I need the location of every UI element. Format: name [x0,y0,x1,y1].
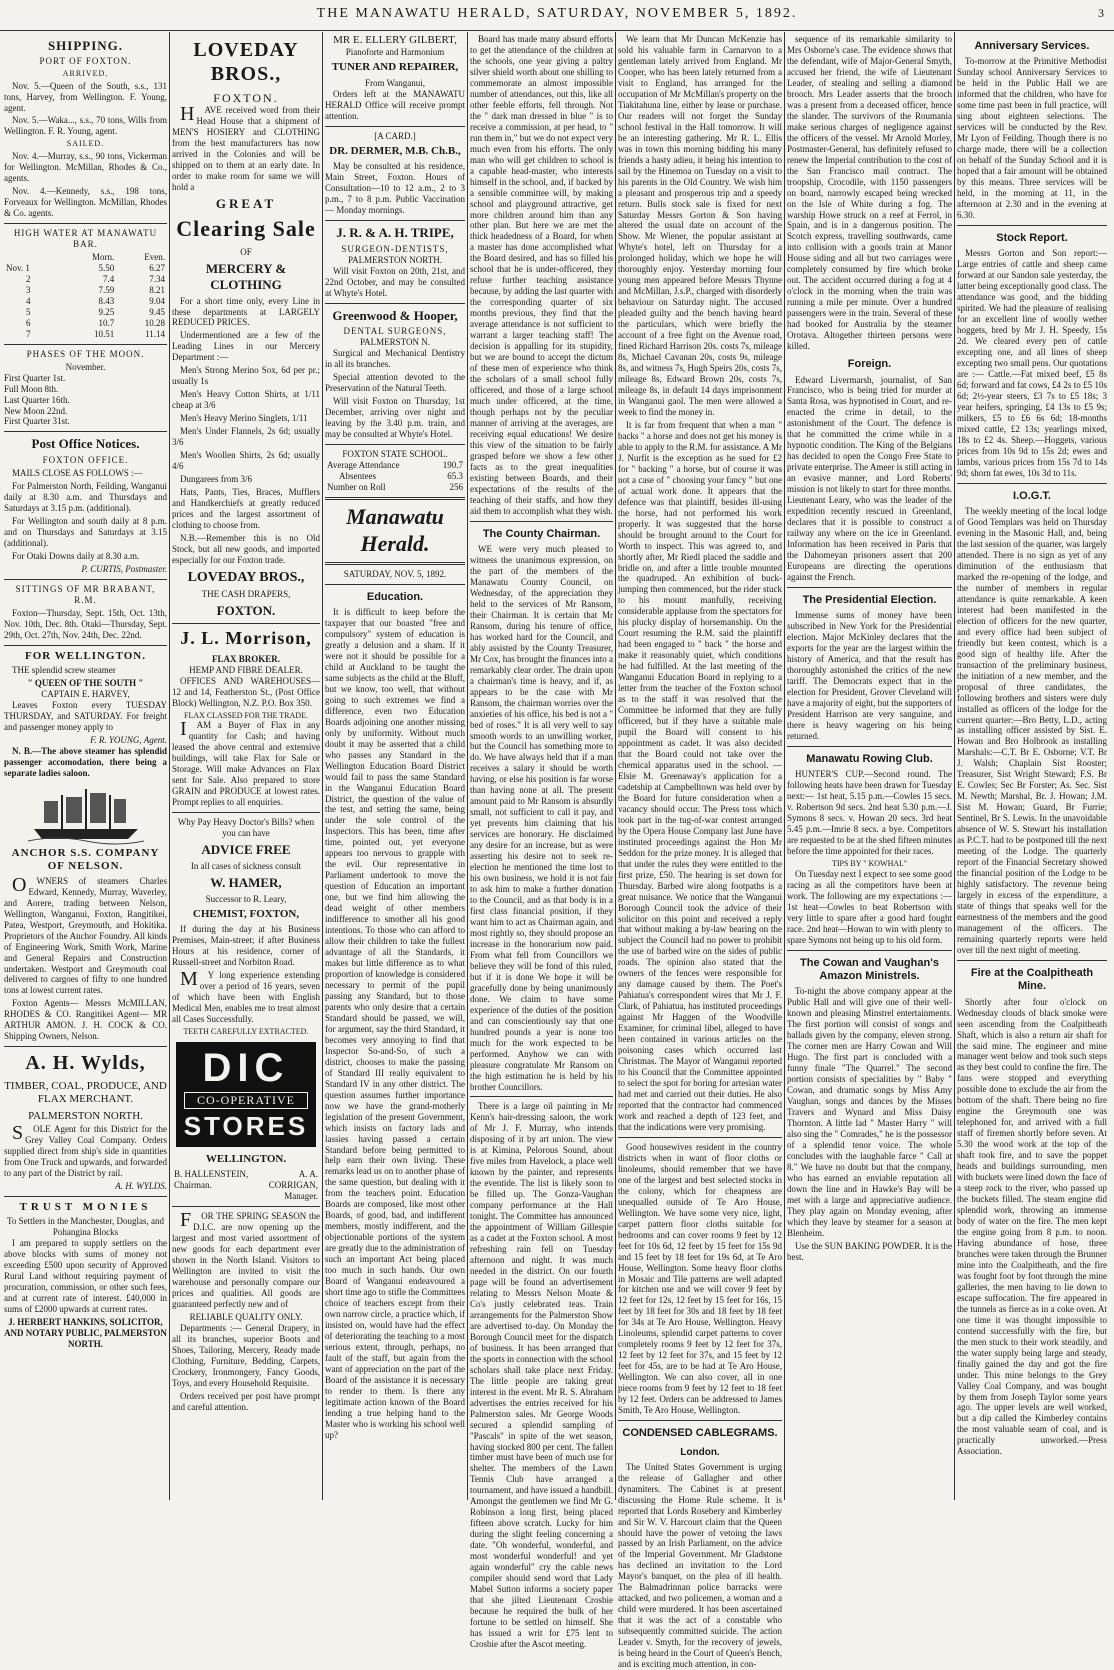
anniversary-text: To-morrow at the Primitive Methodist Sunday school Anniversary Services to be held in the Public Hall we are informed that the children, who have for some time past been in full practice, will sing about eighteen selections. The services will be conducted by the Rev. Mr Lyon of Feilding. Though there is no charge made, there will be a collection on behalf of the Sunday School and it is hoped that a fair amount will be obtained by this means. Three services will be held, in the morning at 11, in the afternoon at 2.30 and in the evening at 6.30. [957,56,1107,220]
tide-row: Nov. 1 5.50 6.27 [6,262,165,273]
column-rule [322,32,323,1500]
column-rule [169,32,170,1500]
sale-line: Men's Strong Merino Sox, 6d per pr.; usually 1s [172,365,320,387]
school-row: Number on Roll 256 [327,482,463,493]
or-label: OF [240,246,252,257]
county-chairman-heading: The County Chairman. [482,527,601,540]
special-text: Special attention devoted to the Preservation of the Natural Teeth. [325,372,465,394]
wylds-sig: A. H. WYLDS. [115,1180,167,1191]
cables-heading: CONDENSED CABLEGRAMS. [622,1427,778,1440]
county-chairman-text: WE were very much pleased to witness the unanimous expression, on the part of the members of the Manawatu County Council, on Wednesday, of the appreciation they held to the services of Mr Ransom, their Chairman. It is certain that Mr Ransom, during his tenure of office, has worked hard for the Council, and ably assisted by the County Treasurer, Mr Cox, has brought the finances into a remarkably clear order. The drain upon a chairman's time is heavy, and if, as appears to be the case with Mr Ransom, the chairman worries over the anxieties of his office, his bed is not a " bed of roses." It is all very well to say smooth words to an unwilling worker, but the Council has something more to do. We have always held that if a man receives a salary it should be worth having, or else his position is far worse than having none at all. The present amount paid to Mr Ransom is absurdly small, not sufficient to call it pay, and yet prevents him claiming that his services are honorary. He disclaimed any desire for an increase, but as were asserting his desire not to seek re-election he mentioned the time lost to his own business, we hold it is not fair to ask him to make a further donation to the Council, and as that body is in a first class financial position, if they want him to act as Chairman again, and most rightly so, they should propose an increase in the honorarium now paid. From what fell from Councillors we believe they will be fond of this ruled, but if it is done We hope it will be gracefully done by being unanimously done. We claim to have some experience of the duties of the position and can conscientiously say that one hundred pounds a year is none too much for the work expected to be performed. Anyhow we can with pleasure congratulate Mr Ransom on the high estimation he is held by his brother Councillors. [470,544,613,1092]
presidential-text: Immense sums of money have been subscribed in New York for the Presidential election. Major McKinley declares that the exports for the year are the largest within the history of America, and that the result has thoroughly astonished the critics of the new tariff. The Democrats expect that in the election for President, Grover Cleveland will have a majority of eight, but the supporters of President Harrison are very sanguine, and there is heavy wagering on his being returned. [787,610,952,741]
local-news: It is far from frequent that when a man " backs " a horse and does not get his money is able to apply to the R.M. for assistance. A Mr J. Nurfit is the exception as he sued for £2 for " backing " a horse, but of course it was not a case of " choosing your fancy " but one of actual work done. It appears that the defence was that plaintiff, besides ill-using the horse, had not performed his work properly. It was suggested that the horse should be brought around to the Court for Worth to inspect. This was agreed to, and shortly after, Mr Riedl placed the saddle and bridle on, and after a little trouble mounted the quadruped. An exhibition of buck-jumping then commenced, but the rider stuck to his mount manfully, receiving considerable applause from the spectators for his plucky display of horsemanship. On the Court resuming the R.M. said the plaintiff had been engaged to " back " the horse and make it reasonably quiet, which conditions he had fulfilled. At the last meeting of the Wanganui Education Board in replying to a letter from the teacher of the Foxton school as to the staff it was resolved that the Committee be informed that they are fully officered, but if they have a suitable male pupil the Board will consent to his appointment as cadet. It was also decided that the Board could not take over the chemical apparatus used in the school. —Elsie M. Greenaway's application for a cadetship at Campbelltown was held over by the Board for future consideration when a vacancy should occur. The Press toss which took part in the tug-of-war contest arranged by the Opera House Company last June have instituted proceedings against the Hon Mr Seddon for the prize money. It is alleged that that under the rules they were entitled to the first prize, £50. The hearing is set down for Thursday. Barbed wire along footpaths is a great nuisance. We notice that the Wanganui Borough Council took the advice of their solicitor on this point and received a reply that without making a by-law bearing on the subject the Council had no power to prohibit the use of barbed wire on the sides of public roads. The opinion also stated that the owners of the fences were responsible for any damage caused by them. The Poet's Pahiatua's correspondent wires that Mr J. F. Clark, of Pahiatua, has instituted proceedings against Mr Haggen of the Woodville Examiner, for criminal libel, alleged to have been contained in various articles on the poisoning cases which occurred last Christmas. The Mayor of Wanganui reported to his Council that the Committee appointed to select the spot for boring for artesian water had met and carried out their duties. He also reported that the contractor had commenced work and reached a depth of 123 feet, and that the indications were very promising. [618,419,782,1132]
chemist-label: CHEMIST, FOXTON, [192,907,300,920]
tide-row: 2 7.4 7.34 [26,273,165,284]
port-heading: PORT OF FOXTON. [39,55,132,66]
steamer-note: N. B.—The above steamer has splendid passenger accomodation, there being a separate ladies saloon. [4,746,167,778]
nb-text: N.B.—Remember this is no Old Stock, but all new goods, and imported especially for our Foxton trade. [172,532,320,565]
arrival-item: Nov. 5.—Waka..., s.s., 70 tons, Wills from Wellington. F. R. Young, agent. [4,115,167,137]
surg-text: Surgical and Mechanical Dentistry in all its branches. [325,348,465,370]
moon-month: November. [65,361,106,372]
dic-logo-stores: STORES [183,1111,309,1142]
education-continued: Board has made many absurd efforts to get the attendance of the children at the schools, one year giving a paltry silver shield worth about one shilling to commemorate an almost impossible number of attendances, out this, like all other feeble efforts, fell through. Not the " dark man dressed in blue " is to receive a commission, at per head, to " run them in," but we do not expect very much even from his efforts. The only man who will get children to school is a capable head-master, who interests himself in the school, and, if backed by a sensible committee will, by making school and playground attractive, get more children around him than any other plan. But here we are met the thick headedness of a Board, for when a master has done accomplished what the Board desired, and has so filled his school that he is under-officered, they refuse further teaching assistance because, by adding the last quarter with the corresponding quarter of six months previous, they find that the average attendance is not sufficient to warrant a larger teaching staff! The decision is appalling for its stupidity, but we are bound to accept the dictum of these men of experience who think the scholars of a small school fully officered, and those of a large school much under officered, at the time, though perhaps not by the peculiar manner of arriving at the averages, are receiving equal educations! We desire this view of the situation to be fairly grasped before we show a few other facts as to the great inequalities existing between Boards, and their expectations of the results of the teaching of their staffs, and how they aid them to accomplish what they wish. [470,34,613,516]
dic-departments: Departments :— General Drapery, in all its branches, superior Boots and Shoes, Tailoring, Mercery, Ready made Clothing, Furniture, Bedding, Carpets, Crockery, Ironmongery, Fancy Goods, Toys, and every Household Requisite. [172,1322,320,1388]
fire-heading: Fire at the Coalpitheath Mine. [970,966,1094,993]
masthead-title: THE MANAWATU HERALD, SATURDAY, NOVEMBER 5, 1892. [316,6,798,21]
flax-text: IAM a Buyer of Flax in any quantity for Cash; and having leased the above central and extensive buildings, will take Flax for Sale or Storage. Will make Advances on Flax sent for Sale. Also prepared to store GRAIN and PRODUCE at lowest rates. Prompt replies to all enquiries. [172,718,320,808]
tide-row: 6 10.7 10.28 [26,317,165,328]
captain: CAPTAIN E. HARVEY, [41,689,130,700]
hamer-sub: Successor to R. Leary, [205,893,287,904]
foreign-text: Edward Livermarsh, journalist, of San Francisco, who is being tried for murder at Santa Rosa, was hypnotised in Court, and re-enacted the crime in detail, to the astonishment of the Court. The defence is that he committed the crime while in a hypnotic condition. The King of the Belgians has decided to open the Congo Free State to private enterprise. The Ameer is still acting in an evasive manner, and Lord Roberts' mission is not likely to start for three months. Lieutenant Leary, who was the leader of the expedition recently rescued in Greenland, declares that it is possible to construct a railway any where on the ice in Greenland. Information has been received in Paris that the Dahomeyan prisoners assert that 200 Europeans are directing the operations against the French. [787,374,952,582]
baking-powder-note: Use the SUN BAKING POWDER. It is the best. [787,1240,952,1262]
high-water-heading: HIGH WATER AT MANAWATU BAR. [13,227,158,249]
hemp-dealer: HEMP AND FIBRE DEALER. [189,664,303,675]
issue-date: SATURDAY, NOV. 5, 1892. [343,568,447,579]
trust-sig: J. HERBERT HANKINS, SOLICITOR, AND NOTARY PUBLIC, PALMERSTON NORTH. [4,1316,167,1349]
anniversary-heading: Anniversary Services. [974,40,1090,52]
local-news: There is a large oil painting in Mr Kenn's hair-dressing saloon, the work of Mr J. F. Murray, who intends disposing of it by art union. The view is at Kimina, Pelorous Sound, about five miles from Havelock, a place well known by the painter, and represents the eventide. The list is likely soon to be filled up. The Gonza-Vaughan company performance at the Hall tonight. The Committee has announced the appointment of William Gillespie as a cadet at the Foxton school. A most refreshing rain fell on Tuesday afternoon and night. It was much needed in the district. On our fourth page will be found an advertisement relating to Messrs Nelson Moate & Co's justly celebrated teas. Train arrangements for the Palmerston Show are advertised to-day. On Monday the Borough Council meet for the dispatch of business. It has been arranged that the sports in connection with the school scholars shall take place next Friday. The little people are taking great interest in the event. Mr R. S. Abraham advertises the entries received for his Palmerston sales. Mr George Woods secured a splendid sampling of "Pascals" in spite of the wet season, having stocked 800 per cent. The fallen timber must have been of much use for shelter. The members of the Lawn Tennis Club have arranged a tournament, and have issued a handbill. Amongst the gentlemen we find Mr G. Robinson a long first, being placed fifteen above scratch. Lucky for him during the slight feeling concerning a date. "Oh wonderful, wonderful, and most wonderful wonderful! and yet again wonderful" cry the cable news compiler should send word that Lady Mabel Sutton informs a society paper that she jilted Lieutenant Crosbie because he required the bulk of her fortune to be settled on himself. She has issued a writ for £75 lent to Crosbie after the Ascot meeting. [470,1101,613,1649]
page-number: 3 [1098,6,1104,20]
tide-head: Even. [144,251,165,262]
wylds-town: PALMERSTON NORTH. [28,1110,143,1123]
column-rule [615,32,616,1500]
ship-illustration [26,783,146,843]
visit-text: Will visit Foxton on Thursday, 1st December, arriving over night and leaving by the 3.40 p.m. train, and may be consulted at Whyte's Hotel. [325,396,465,440]
column-3 [325,34,465,1499]
sale-line: Men's Woollen Shirts, 2s 6d; usually 4/6 [172,450,320,472]
undermentioned: Undermentioned are a few of the Leading Lines in our Mercery Department :— [172,330,320,363]
wellington-heading: FOR WELLINGTON. [25,649,146,662]
education-text: It is difficult to keep before the taxpayer that our boasted "free and compulsory" system of education is greatly a delusion and a sham. If it were not it should be possible for a child at Auckland to be taught the same subjects as the child at the Bluff, but we know, too well, that without going to such extremes we find a difference, even two Education Boards adjoining one another missing only by uniformity. Without much doubt it may be asserted that a child who passes any Standard in the Wellington Education Board District would fail to pass the same Standard in the Wanganui Education Board District, the question of the value of the test, and setting the same, being under the sole control of the Inspectors. This has been, time after time, pointed out, yet everyone appears too nervous to grapple with the evil. Our representative in Parliament undertook to move the question of Education an important one, but we find him allowing the dead weight of other members indifference to smother all his good intentions. To those who can afford to allow their children to take the fullest advantage of all the Standards, it makes but little difference as to what proportion of knowledge is considered necessary to permit of the pupil passing any Standard, but to those parents who only desire that a certain Standard should be passed, we will, for argument, say the third Standard, it becomes very annoying to find that Inspector So-and-So, of such a district, chooses to make the passing of Standard III really equivalent to Standard IV in any other district. The question assumes further importance now we have the grand-motherly legislation of the present Government, which insists on factory lads and lassies having passed a certain Standard before being permitted to help earn their own living. These remarks lead us on to another phase of the same question, but dealing with it from the teachers point. Education Boards are composed, like most other Boards, of good, bad, and indifferent members, mostly indifferent, and the objectionable portions of the system are greatly due to the administration of such an important Act being placed too much in such hands. Our own Board of Wanganui endeavoured a short time ago to stifle the Committees choice of teachers except from their own narrow circle, a practice which, if insisted on, would have had the effect of deteriorating the teaching to a most serious extent, through, perhaps, no fault of the staff, but again from the want of appreciation on the part of the Board of the assistance it is necessary to render to them. Is there any legitimate action known of the Board lending a true helping hand to the Master who is working his school well up? [325,607,465,1440]
column-6 [787,34,952,1499]
teeth-extracted: TEETH CAREFULLY EXTRACTED. [183,1026,309,1036]
column-7 [957,34,1107,1499]
trust-heading: TRUST MONIES [19,1200,152,1213]
flax-classed: FLAX CLASSED FOR THE TRADE. [184,710,308,720]
trust-text: I am prepared to supply settlers on the above blocks with sums of money not exceeding £500 upon security of Approved Rural Land without requiring payment of procuration, commission, or other such fees, and at current rate of interest. £40,000 in sums of £2000 upwards at current rates. [4,1238,167,1314]
sale-text: For a short time only, every Line in these departments at LARGELY REDUCED PRICES. [172,295,320,328]
column-5 [618,34,783,1670]
education-heading: Education. [366,590,424,603]
moon-phase: First Quarter 31st. [4,416,70,427]
dic-logo-cooperative: CO-OPERATIVE [184,1092,308,1109]
hamer-name: W. HAMER, [210,874,282,890]
moon-phase: New Moon 22nd. [4,405,68,416]
masthead [0,0,1114,31]
column-rule [954,32,955,1500]
dic-logo-letters: DIC [202,1046,290,1091]
wylds-text: SOLE Agent for this District for the Grey Valley Coal Company. Orders supplied direct from ship's side in quantities from One Truck and upwards, and forwarded to any part of the District by rail. [4,1121,167,1178]
moon-heading: PHASES OF THE MOON. [26,348,145,359]
sale-line: Men's Heavy Cotton Shirts, at 1/11 cheap at 3/6 [172,389,320,411]
court-heading: SITTINGS OF MR BRABANT, R.M. [15,584,156,605]
moon-phase: Last Quarter 16th. [4,394,70,405]
loveday-title: LOVEDAY BROS., [193,39,299,86]
wylds-name: A. H. Wylds, [25,1052,146,1075]
tips-text: On Tuesday next I expect to see some good racing as all the competitors have been at work. The following are my expectations :— 1st heat—Cowles to beat Robertson with very little to spare after a good hard fought race. 2nd heat—Howan to win with plenty to spare Symons not being up to his old form. [787,868,952,945]
cowan-text: To-night the above company appear at the Public Hall and will give one of their well-known and pleasing Minstrel entertainments. The first portion will consist of songs and ballads given by the company, eleven strong. The corner men are Harry Cowan and Will Hugo. The first part is concluded with a funny finale "The Quarrel." The second portion consists of specialities by " Baby " Cowan, and dramatic songs by Miss Amy Vaughan, songs and dances by the Misses Travers and Wynard and Miss Daisy Thornton. A little lad " Master Harry " will also sing the " Comrades," he is the possessor of a splendid tenor voice. The whole concludes with the laughable farce " Call at 8." We have no doubt but that the company, who has earned an enviable reputation all down the line and in Hawke's Bay will be met with a large and appreciative audience. They play again on Monday evening, after which they leave by steamer for a season at Blenheim. [787,986,952,1238]
column-2 [172,34,320,1499]
column-1 [4,34,167,1499]
dental-label: DENTAL SURGEONS, [343,326,447,337]
dermer-text: May be consulted at his residence, Main Street, Foxton. Hours of Consultation—10 to 12 a.m., 2 to 3 p.m., 7 to 8 p.m. Public Vaccination — Monday mornings. [325,161,465,215]
sale-line: Men's Under Flannels, 2s 6d; usually 3/6 [172,426,320,448]
palm-label: PALMERSTON NORTH. [348,254,442,265]
sale-line: Men's Heavy Merino Singlets, 1/11 [180,413,308,424]
steamer-intro: THE splendid screw steamer [12,665,116,676]
steamer-agent: F. R. YOUNG, Agent. [90,735,167,746]
post-office-heading: Post Office Notices. [31,436,140,452]
offices: OFFICES AND WAREHOUSES— 12 and 14, Featherston St., (Post Office Block) Wellington, N.Z. P.O. Box 350. [172,675,320,708]
doctor-question: Why Pay Heavy Doctor's Bills? when you can have [177,817,315,838]
advice-text: In all cases of sickness consult [190,860,302,871]
loveday-sig3: FOXTON. [216,602,276,618]
shipping-heading: SHIPPING. [47,38,124,53]
te-aro-advert: Good housewives resident in the country districts when in want of floor cloths or linoleums, should remember that we have one of the largest and best selected stocks in the colony, which for cheapness are unequalled outside of Te Aro House, Wellington. We have some very nice, light, carpet pattern floor cloths suitable for bedrooms and can cover rooms 9 feet by 12 feet for 10s 6d, 12 feet by 15 feet for 15s 9d and 15 feet by 18 feet for 19s 6d, at Te Aro House, Wellington. Some heavy floor cloths in Mosaic and Tile patterns are well adapted for kitchen use and we will cover 9 feet by 12 feet for 12s, 12 feet by 15 feet for 16s, 15 feet by 18 feet for 30s and 18 feet by 18 feet for 34s at Te Aro House, Wellington. Heavy Linoleums, splendid carpet patterns to cover completely rooms 9 feet by 12 feet for 37s, 12 feet by 12 feet for 37s, and 15 feet by 12 feet for 45s, are to be had at Te Aro House, Wellington. We can also cover, all in one piece rooms from 9 feet by 12 feet to 18 feet by 12 feet. Orders can be addressed to James Smith, Te Aro House, Wellington. [618,1141,782,1416]
foreign-heading: Foreign. [847,358,892,371]
steamer-name: " QUEEN OF THE SOUTH " [27,678,144,689]
loveday-intro: HAVE received word from their Head House that a shipment of MEN'S HOSIERY and CLOTHING from the best manufacturers has now arrived in the Colonies and will be shipped on to them at an early date. In order to make room for same we will hold a [172,103,320,193]
london-heading: London. [680,1446,720,1458]
dic-orders: Orders received per post have prompt and careful attention. [172,1390,320,1412]
reliable-quality: RELIABLE QUALITY ONLY. [189,1311,303,1322]
card-label: [A CARD.] [374,130,416,141]
moon-phase: Full Moon 8th. [4,383,59,394]
trust-sub: To Settlers in the Manchester, Douglas, and Pohangina Blocks [7,1216,164,1238]
post-text: MAILS CLOSE AS FOLLOWS :— [12,468,143,479]
arrival-item: Nov. 5.—Queen of the South, s.s., 131 tons, Harvey, from Wellington. F. Young, agent. [4,80,167,113]
post-text: For Palmerston North, Feilding, Wanganui daily at 8.30 a.m. and Thursdays and Saturdays at 3.15 p.m. (additional). [4,481,167,514]
cowan-heading: The Cowan and Vaughan's Amazon Ministrels. [800,956,939,983]
tide-row: 7 10.51 11.14 [26,328,165,339]
post-text: For Wellington and south daily at 8 p.m. and on Thursdays and Saturdays at 3.15 (additional). [4,516,167,549]
sale-line: Hats, Pants, Ties, Braces, Mufflers and Handkerchiefs at greatly reduced prices and the largest assortment of clothing to choose from. [172,487,320,530]
iogt-text: The weekly meeting of the local lodge of Good Templars was held on Thursday evening in the Masonic Hall, and, being the last session of the quarter, was largely attended. There is no sign as yet of any diminution of the enthusiasm that marked the re-opening of the lodge, and the number of members in regular attendance is quite remarkable. A keen interest had been manifested in the election of officers for the new quarter, and every office had been subject of friendly but keen contest, which is a good sign of healthy life. After the transaction of the preliminary business, the initiation of a new member, and the proposal of three candidates, the following brothers and sisters were duly installed as officers of the lodge for the current quarter:—Bro Betty, L.D., acting as installing officer assisted by Sist. E. Howan and Bro Holbrook as installing Marshals:—C.T. Br E. Osborne; V.T. Br J. Walsh; Chaplain Sist Rooster; Treasurer, Sist Wright Steward; F.S. Br E. Cowles; Sec Br Forster; As. Sec. Sist M. Newth; Marshal, Br. J. Howan; J.M. Sist M. Howan; Guard, Br Furrie; Sentinel, Br S. Lewis. In the unavoidable absence of W. S. Stewart his installation as P.C.T. had to be postponed till the next meeting of the Lodge. The quarterly report of the Financial Secretary showed the financial position of the Lodge to be highly satisfactory. The revenue being largely in excess of the expenditure, a state of things that speaks well for the earnestness of the members and the good management of the officers. The remaining quarterly reports were held over till the next night of meeting. [957,506,1107,955]
column-4 [470,34,613,1649]
hamer-text: If during the day at his Business Premises, Main-street; if after Business Hours at his residence, corner of Russell-street and Norbiton Road. [172,924,320,967]
tide-row: 3 7.59 8.21 [26,284,165,295]
dic-officers [172,1169,320,1202]
post-text: For Otaki Downs daily at 8.30 a.m. [12,551,140,562]
dic-text: FOR THE SPRING SEASON the D.I.C. are now opening up the largest and most varied assortment of new goods for each department ever shown in the North Island. Visitors to Wellington are invited to visit the warehouse and personally compare our prices and qualities. All goods are guaranteed perfectly new and of [172,1209,320,1309]
gilbert-sub: Pianoforte and Harmonium [345,47,445,58]
gilbert-name: MR E. ELLERY GILBERT, [333,34,457,46]
fire-text: Shortly after four o'clock on Wednesday clouds of black smoke were seen ascending from the Coalpitheath Shaft, which is also a return air shaft for the said mine. The engineer and mine manager went below and took such steps as they best could to confine the fire. The fans were stopped and everything possible done to exclude the air from the bottom of the shaft. There being no fire engine the Greymouth one was telephoned for, and arrived with a full staff of firemen shortly before seven. At 5.30 the wood work at the top of the shaft took fire, and to save the poppet heads and buildings surrounding, men with buckets were lined down the face of a steep rock to the river, who passed up the buckets filled. The steam engine did splendid work, throwing an immense body of water on the fire. The men kept the engine going from 8 p.m. to noon. Having abundance of hose, three branches were taken through the Brunner mine into the Coalpitheath, and the fire was fought foot by foot through the mine galleries, the men having to lie down to escape suffocation. The fire appeared in the tunnels as fierce as in a coke oven. At one time it was thought impossible to contend successfully with the fire, but the men stuck to their work steadily, and the water supply being large and steady, finally gained the day and got the fire under. This mine belongs to the Grey Valley Coal Company, and was bought by them from Joseph Taylor some years ago. The upper levels are well worked, but a dip called the Kimberley contains the most valuable seam of coal, and is practically unworked.—Press Association. [957,996,1107,1457]
gilbert-from: From Wanganui, [364,77,426,88]
surgeon-label: SURGEON-DENTISTS, [341,243,449,254]
post-office-sub: FOXTON OFFICE. [42,455,129,466]
cables-continued: sequence of its remarkable similarity to Mrs Osborne's case. The evidence shows that the defendant, wife of Major-General Smyth, accused her friend, the wife of Lieutenant Leader, of stealing and selling a diamond brooch. Mrs Leader asserts that the brooch was a present from a deceased officer, hence the slander. The survivors of the Roumania make serious charges of negligence against the officers of the vessel. Mr Arnold Morley, Postmaster-General, has definitely refused to renew the Imperial contribution to the cost of the San Francisco mail contract. The troopship, Crocodile, with 1150 passengers on board, narrowly escaped being wrecked on the Isle of White during a fog. The warship Howe struck on a reef at Ferrol, in Spain, and is in a dangerous position. The Scotch express, travelling southwards, came into collision with a goods train at Manor House siding and all but two carriages were completely consumed by fire which broke out. The accident occurred during a fog at 4 o'clock in the morning when the train was running a mile per minute. Over a hundred passengers were in the train. Several of these had booked for Australia by the steamer Orotava. Altogether thirteen persons were killed. [787,34,952,352]
column-rule [784,32,785,1500]
sailing-item: Nov. 4.—Kennedy, s.s., 198 tons, Forveaux for Wellington. McMillan, Rhodes & Co. agents. [4,186,167,219]
school-row: Absentees 65.3 [339,471,463,482]
tide-head: Morn. [91,251,115,262]
school-row: Average Attendance 190.7 [327,460,463,471]
wylds-line: TIMBER, COAL, PRODUCE, AND FLAX MERCHANT. [4,1079,167,1106]
school-heading: FOXTON STATE SCHOOL. [342,449,448,460]
sailing-item: Nov. 4.—Murray, s.s., 90 tons, Vickerman for Wellington. McMillan, Rhodes & Co., agents. [4,151,167,184]
clearing-sale: Clearing Sale [176,216,316,242]
tide-row: 4 8.43 9.04 [26,295,165,306]
presidential-heading: The Presidential Election. [802,593,937,606]
dic-logo [176,1042,316,1146]
tuner-label: TUNER AND REPAIRER, [331,61,459,74]
greenwood-name: Greenwood & Hooper, [332,307,458,323]
morrison-name: J. L. Morrison, [180,627,312,648]
dic-wellington: WELLINGTON. [205,1152,287,1165]
loveday-town: FOXTON. [213,90,279,105]
loveday-sig2: THE CASH DRAPERS, [201,588,291,599]
iogt-heading: I.O.G.T. [1013,489,1051,502]
mercery-label: MERCERY & CLOTHING [205,260,287,292]
dic-chairman: B. HALLENSTEIN, Chairman. [174,1169,249,1191]
column-rule [467,32,468,1500]
school-table [325,460,465,493]
steamer-body: Leaves Foxton every TUESDAY THURSDAY, and SATURDAY. For freight and passenger money apply to [4,700,167,733]
hamer-exp: MY long experience extending over a period of 16 years, seven of which have been with English Medical Men, enables me to treat almost all Cases Successfully. [172,967,320,1024]
arrived-label: ARRIVED. [62,68,109,78]
palm2-label: PALMERSTON N. [359,337,431,348]
moon-phase: First Quarter 1st. [4,372,66,383]
masthead-gothic: Manawatu Herald. [346,504,444,556]
tide-row: 5 9.25 9.45 [26,306,165,317]
advice-free: ADVICE FREE [201,841,291,857]
tripe-name: J. R. & A. H. TRIPE, [336,224,454,240]
sailed-label: SAILED. [66,139,105,149]
tide-table [4,252,167,340]
flax-broker: FLAX BROKER. [211,653,280,664]
dermer-name: DR. DERMER, M.B. Ch.B., [329,144,461,157]
tripe-text: Will visit Foxton on 20th, 21st, and 22nd October, and may be consulted at Whyte's Hotel. [325,265,465,298]
sale-line: Dungarees from 3/6 [180,474,252,485]
dic-manager: A. A. CORRIGAN, Manager. [268,1169,318,1202]
cables-text: The United States Government is urging the release of Gallagher and other dynamiters. The Cabinet is at present discussing the Home Rule scheme. It is reported that Lords Rosebery and Kimberley and Sir W. V. Harcourt claim that the Queen should have the power of vetoing the laws passed by an Irish Parliament, on the advice of the Imperial Government. Mr Gladstone has declined an invitation to the Lord Mayor's banquet, on the plea of ill health. The Balmadrinnan police barracks were attacked, and two policemen, a woman and a child were murdered. It has been ascertained that it was the act of a constable who subsequently committed suicide. The action Leader v. Smyth, for the recovery of jewels, is being heard in the Court of Queen's Bench, and is exciting much attention, in con- [618,1461,782,1670]
anchor-heading: ANCHOR S.S. COMPANY OF NELSON. [11,846,160,873]
gilbert-text: Orders left at the MANAWATU HERALD Office will receive prompt attention. [325,88,465,121]
tips-heading: TIPS BY " KOWHAI." [831,859,908,869]
anchor-text: OWNERS of steamers Charles Edward, Kennedy, Murray, Waverley, and Aorere, trading between Nelson, Wellington, Wanganui, Foxton, Rangitikei, Patea, Westport, Greymouth, and Hokitika. Proprietors of the Anchor Foundry. All kinds of Engineering Work, Smith Work, Marine and General Repairs and Construction undertaken. Westport and Greymouth coal delivered to cargoes of fifty to one hundred tons at lowest current rates. [4,873,167,996]
anchor-agents: Foxton Agents— Messrs McMILLAN, RHODES & CO. Rangitikei Agent— MR ARTHUR AMON. J. H. COCK & CO. Shipping Owners, Nelson. [4,998,167,1042]
rowing-text: HUNTER'S CUP.—Second round. The following heats have been drawn for Tuesday next:— 1st heat, 5.15 p.m.—Cowles 15 secs. v. Robertson 9d secs. 2nd heat 5.30 p.m.—J. Symons 8 secs. v. Howan 20 secs. 3rd heat 5.45 p.m.—Imrie 8 secs. a bye. Competitors are requested to be at the shed fifteen minutes before the time appointed for their races. [787,769,952,857]
stock-text: Messrs Gorton and Son report:— Large entries of cattle and sheep came forward at our Sandon sale yesterday, the latter being exceptionally good class. The attendance was good, and the bidding spirited. We had the pleasure of realising for an excellent line of woolly wether hoggets, bred by Mr J. H. Speedy, 15s 2d. We cleared every pen of cattle excepting one, and all lines of sheep excepting two small pens. Our quotations are :— Cattle.—Fat mixed beef, £5 8s 6d; forward and fat cows, £4 2s to £5 10s 6d; 2½-year steers, £3 7s to £5 18s; 3 year heifers, springing, £4 13s to £5 9s; milkers, £5 to £6 6s 6d; 18-months mixed cattle, £2 13s; yearlings mixed, 18s to £2 4s. Sheep.—Hoggets, various prices from 10s 9d to 15s 2d; ewes and lambs, various prices from 15s 7d to 14s 9d; shorn fat ewes, 10s 3d to 11s. [957,248,1107,478]
rowing-heading: Manawatu Rowing Club. [806,752,933,765]
local-news: We learn that Mr Duncan McKenzie has sold his valuable farm in Carnarvon to a gentleman lately arrived from England. Mr Cooper, who has been lately returned from a visit to England, has arranged for the occupation of Mr McMillan's property on the Tiakitahuna line, either by lease or purchase. Our readers will not forget the Sunday school festival in the Hall tomorrow. It will be an interesting gathering. Mr R. L. Ellis was in town this morning bidding his many friends a hasty adieu, it being his intention to sail by the Hinemoa on Tuesday on a visit to his parents in the Old Country. We wish him a pleasant and prosperous trip and a speedy return. Bulls stock sale is fixed for next Saturday Messrs Gorton & Son having altered the usual date on account of the Show. Mr Wiener, the popular assistant at Whyte's hotel, left on Thursday for a prolonged holiday, which we hope he will thoroughly enjoy. Yesterday morning four young men appeared before Messrs Thynne and McMillan, J.s.P., charged with disorderly behaviour on Saturday night. The accused pleaded guilty and the bench having heard the particulars, which were briefly the account of a free fight on the Avenue road, fined Richard Harrison 20s. costs 7s, mileage 8s, Michael Cavanan 20s, costs 9s, mileage 8s, and witness 7s, Hugh Speirs 20s, costs 7s, mileage 8s, Edward Brown 20s, costs 7s, mileage 8s, in default 14 days imprisonment in Wanganui gaol. The men were allowed a week to find the money in. [618,34,783,417]
post-signature: P. CURTIS, Postmaster. [81,564,167,575]
great-label: GREAT [215,196,277,212]
court-text: Foxton—Thursday, Sept. 15th, Oct. 13th, Nov. 10th, Dec. 8th. Otaki—Thursday, Sept. 29th, Oct. 27th, Nov. 24th, Dec. 22nd. [4,607,167,640]
loveday-sig: LOVEDAY BROS., [187,569,305,585]
stock-heading: Stock Report. [996,231,1068,244]
